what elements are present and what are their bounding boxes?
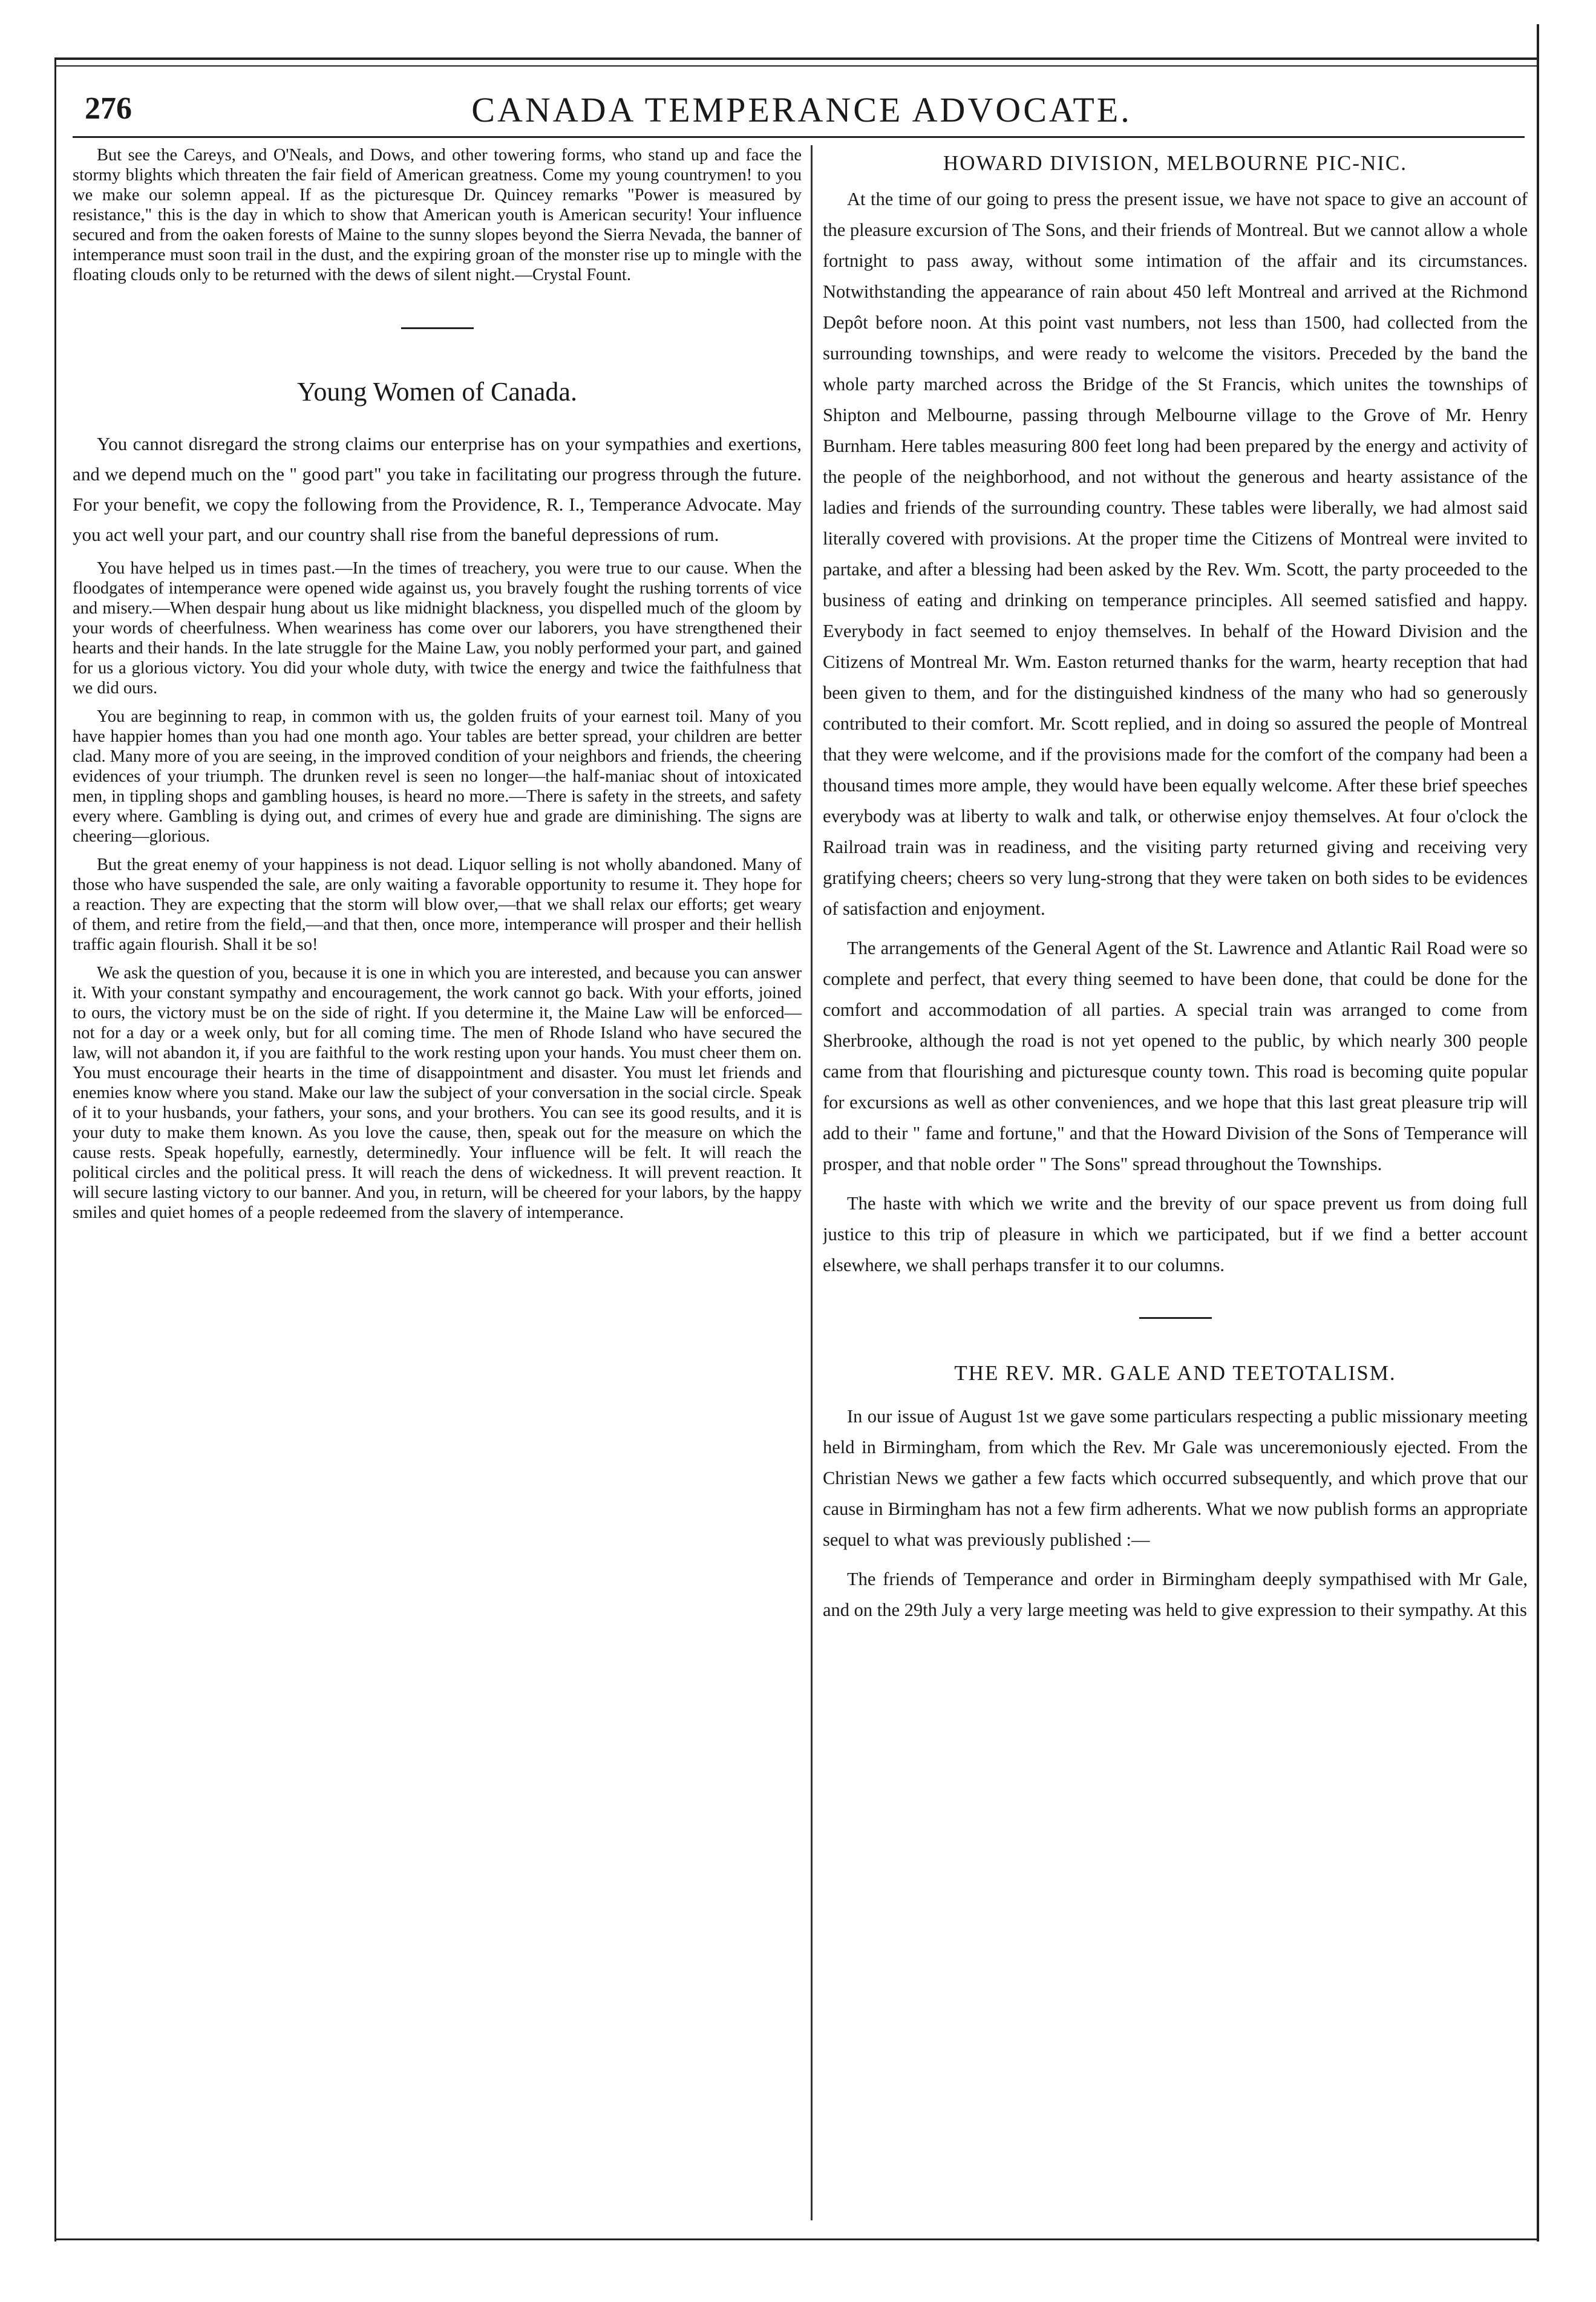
article-paragraph: We ask the question of you, because it is one in which you are interested, and because you can answer it. With your constant sympathy and encouragement, the work cannot go back. With your efforts, joined to ours, the victory must be on the side of right. If you determine it, the Maine Law will be enforced—not for a day or a week only, but for all coming time. The men of Rhode Island who have secured the law, will not abandon it, if you are faithful to the work resting upon your hands. You must cheer them on. You must encourage their hearts in the time of disappointment and disaster. You must let friends and enemies know where you stand. Make our law the subject of your conversation in the social circle. Speak of it to your husbands, your fathers, your sons, and your brothers. You can see its good results, and it is your duty to make them known. As you love the cause, then, speak out for the measure on which the cause rests. Speak hopefully, earnestly, determinedly. Your influence will be felt. It will reach the political circles and the political press. It will reach the dens of wickedness. It will prevent reaction. It will secure lasting victory to our banner. And you, in return, will be cheered for your labors, by the happy smiles and quiet homes of a people redeemed from the slavery of intemperance. [73,964,802,1222]
header-underline [73,136,1525,138]
left-column [73,145,802,2202]
top-border-rule [54,57,1537,60]
left-border-rule [54,57,56,2242]
section-separator [1139,1317,1212,1319]
article-paragraph: But the great enemy of your happiness is not dead. Liquor selling is not wholly abandoned. Many of those who have suspended the sale, are only waiting a favorable opportunity to resume it. They hope for a reaction. They are expecting that the storm will blow over,—that we shall relax our efforts; get weary of them, and retire from the field,—and that then, once more, intemperance will prosper and their hellish traffic again flourish. Shall it be so! [73,855,802,954]
article-paragraph: The haste with which we write and the brevity of our space prevent us from doing full justice to this trip of pleasure in which we participated, but if we find a better account elsewhere, we shall perhaps transfer it to our columns. [823,1193,1528,1275]
bottom-border-rule [54,2238,1537,2240]
article-heading-rev-gale: THE REV. MR. GALE AND TEETOTALISM. [954,1361,1396,1385]
right-border-rule [1537,24,1539,2242]
intro-paragraph: But see the Careys, and O'Neals, and Dows, and other towering forms, who stand up and face the stormy blights which threaten the fair field of American greatness. Come my young countrymen! to you we make our solemn appeal. If as the picturesque Dr. Quincey remarks "Power is measured by resistance," this is the day in which to show that American youth is American security! Your influence secured and from the oaken forests of Maine to the sunny slopes beyond the Sierra Nevada, the banner of intemperance must soon trail in the dust, and the expiring groan of the monster rise up to mingle with the floating clouds only to be returned with the dews of silent night.—Crystal Fount. [73,146,802,284]
article-paragraph: The arrangements of the General Agent of the St. Lawrence and Atlantic Rail Road were so complete and perfect, that every thing seemed to have been done, that could be done for the comfort and accommodation of all parties. A special train was arranged to come from Sherbrooke, although the road is not yet opened to the public, by which nearly 300 people came from that flourishing and picturesque county town. This road is becoming quite popular for excursions as well as other conveniences, and we hope that this last great pleasure trip will add to their " fame and fortune," and that the Howard Division of the Sons of Temperance will prosper, and that noble order " The Sons" spread throughout the Townships. [823,938,1528,1174]
top-border-rule-inner [54,65,1537,67]
publication-title: CANADA TEMPERANCE ADVOCATE. [471,90,1132,129]
article-heading-howard-division: HOWARD DIVISION, MELBOURNE PIC-NIC. [943,151,1408,175]
article-paragraph: At the time of our going to press the present issue, we have not space to give an account of the pleasure excursion of The Sons, and their friends of Montreal. But we cannot allow a whole fortnight to pass away, without some intimation of the affair and its circumstances. Notwithstanding the appearance of rain about 450 left Montreal and arrived at the Richmond Depôt before noon. At this point vast numbers, not less than 1500, had collected from the surrounding townships, and were ready to welcome the visitors. Preceded by the band the whole party marched across the Bridge of the St Francis, which unites the townships of Shipton and Melbourne, passing through Melbourne village to the Grove of Mr. Henry Burnham. Here tables measuring 800 feet long had been prepared by the energy and activity of the people of the neighborhood, and not without the generous and hearty assistance of the ladies and friends of the surrounding country. These tables were liberally, we had almost said literally covered with provisions. At the proper time the Citizens of Montreal were invited to partake, and after a blessing had been asked by the Rev. Wm. Scott, the party proceeded to the business of eating and drinking on temperance principles. All seemed satisfied and happy. Everybody in fact seemed to enjoy themselves. In behalf of the Howard Division and the Citizens of Montreal Mr. Wm. Easton returned thanks for the warm, hearty reception that had been given to them, and for the distinguished kindness of the many who had so generously contributed to their comfort. Mr. Scott replied, and in doing so assured the people of Montreal that they were welcome, and if the provisions made for the comfort of the company had been a thousand times more ample, they would have been equally welcome. After these brief speeches everybody was at liberty to walk and talk, or otherwise enjoy themselves. At four o'clock the Railroad train was in readiness, and the visiting party returned giving and receiving very gratifying cheers; cheers so very lung-strong that they were taken on both sides to be evidences of satisfaction and enjoyment. [823,189,1528,919]
page-header [79,85,1525,139]
right-column [823,145,1528,2202]
article-paragraph: The friends of Temperance and order in Birmingham deeply sympathised with Mr Gale, and on the 29th July a very large meeting was held to give expression to their sympathy. At this [823,1569,1528,1620]
article-paragraph: You have helped us in times past.—In the times of treachery, you were true to our cause. When the floodgates of intemperance were opened wide against us, you bravely fought the rushing torrents of vice and misery.—When despair hung about us like midnight blackness, you dispelled much of the gloom by your words of cheerfulness. When weariness has come over our laborers, you have strengthened their hearts and their hands. In the late struggle for the Maine Law, you nobly performed your part, and gained for us a glorious victory. You did your whole duty, with twice the energy and twice the faithfulness that we did ours. [73,559,802,698]
article-paragraph: You cannot disregard the strong claims our enterprise has on your sympathies and exertions, and we depend much on the " good part" you take in facilitating our progress through the future. For your benefit, we copy the following from the Providence, R. I., Temperance Advocate. May you act well your part, and our country shall rise from the baneful depressions of rum. [73,433,802,545]
article-paragraph: You are beginning to reap, in common with us, the golden fruits of your earnest toil. Many of you have happier homes than you had one month ago. Your tables are better spread, your children are better clad. Many more of you are seeing, in the improved condition of your neighbors and friends, the cheering evidences of your triumph. The drunken revel is seen no longer—the half-maniac shout of intoxicated men, in tippling shops and gambling houses, is heard no more.—There is safety in the streets, and safety every where. Gambling is dying out, and crimes of every hue and grade are diminishing. The signs are cheering—glorious. [73,707,802,846]
section-separator [401,327,474,329]
column-divider [811,145,813,2220]
article-paragraph: In our issue of August 1st we gave some particulars respecting a public missionary meeting held in Birmingham, from which the Rev. Mr Gale was unceremoniously ejected. From the Christian News we gather a few facts which occurred subsequently, and which prove that our cause in Birmingham has not a few firm adherents. What we now publish forms an appropriate sequel to what was previously published :— [823,1406,1528,1550]
article-heading-young-women: Young Women of Canada. [297,377,577,407]
page-number: 276 [85,91,132,126]
